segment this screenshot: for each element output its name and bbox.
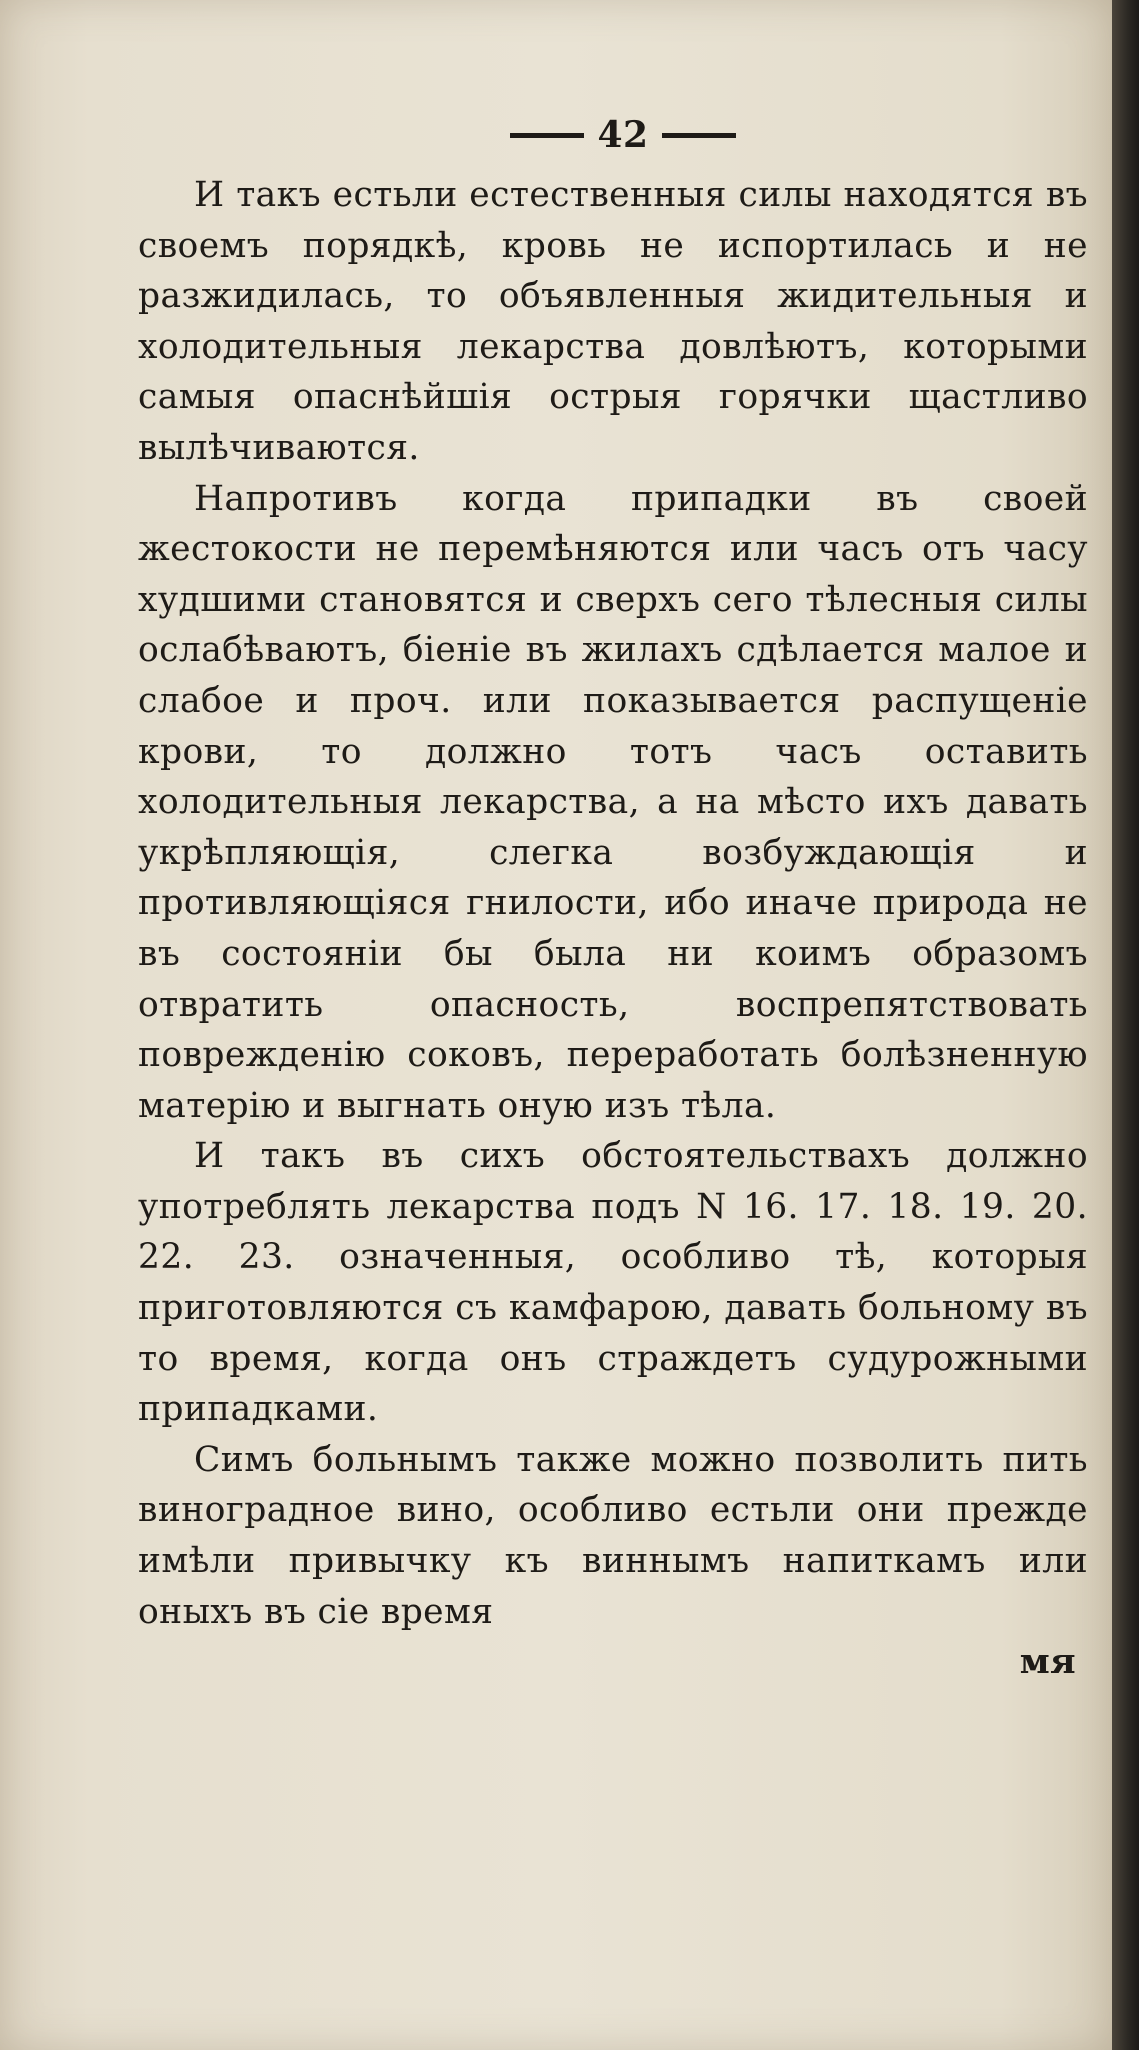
header-dash-left — [510, 133, 584, 138]
page-header — [158, 110, 1088, 160]
paragraph-1: И такъ естьли естественныя силы находятся въ своемъ порядкѣ, кровь не испортилась и не разжидилась, то объявленныя жидительныя и холодительныя лекарства довлѣютъ, которыми самыя опаснѣйшія острыя горячки щастливо вылѣчиваются. — [138, 175, 1088, 468]
catchword: мя — [1019, 1642, 1076, 1683]
paragraph-2: Напротивъ когда припадки въ своей жестокости не перемѣняются или часъ отъ часу худшими становятся и сверхъ сего тѣлесныя силы ослабѣваютъ, біеніе въ жилахъ сдѣлается малое и слабое и проч. или показывается распущеніе крови, то должно тотъ часъ оставить холодительныя лекарства, а на мѣсто ихъ давать укрѣпляющія, слегка возбуждающія и противляющіяся гнилости, ибо иначе природа не въ состояніи бы была ни коимъ образомъ отвратить опасность, воспрепятствовать поврежденію соковъ, переработать болѣзненную матерію и выгнать оную изъ тѣла. — [138, 478, 1088, 1126]
text-block — [138, 110, 1088, 1688]
header-dash-right — [662, 133, 736, 138]
page-number: 42 — [597, 113, 649, 156]
paragraph-4: Симъ больнымъ также можно позволить пить виноградное вино, особливо естьли они прежде имѣли привычку къ виннымъ напиткамъ или оныхъ въ сіе время — [138, 1439, 1088, 1632]
paragraph-3: И такъ въ сихъ обстоятельствахъ должно употреблять лекарства подъ N 16. 17. 18. 19. 20. 22. 23. означенныя, особливо тѣ, которыя приготовляются съ камфарою, давать больному въ то время, когда онъ страждетъ судурожными припадками. — [138, 1136, 1088, 1430]
book-spine-edge — [1112, 0, 1139, 2050]
